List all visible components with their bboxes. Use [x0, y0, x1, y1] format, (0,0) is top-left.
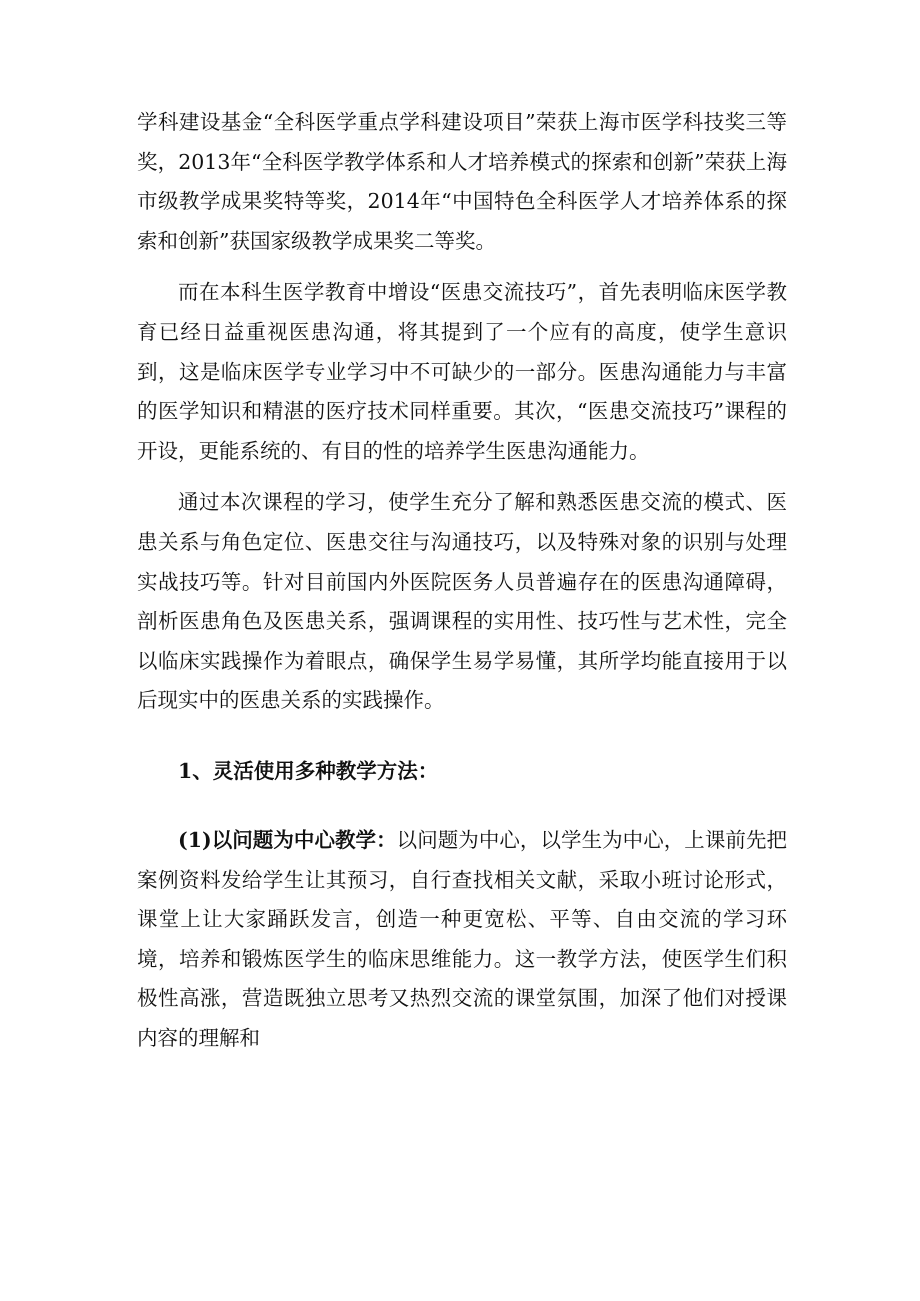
document-page [137, 103, 787, 1058]
item-lead-label: (1)以问题为中心教学： [178, 827, 397, 852]
paragraph-course-goals: 通过本次课程的学习，使学生充分了解和熟悉医患交流的模式、医患关系与角色定位、医患交往与沟通技巧，以及特殊对象的识别与处理实战技巧等。针对目前国内外医院医务人员普遍存在的医患沟通障碍，剖析医患角色及医患关系，强调课程的实用性、技巧性与艺术性，完全以临床实践操作为着眼点，确保学生易学易懂，其所学均能直接用于以后现实中的医患关系的实践操作。 [137, 490, 787, 713]
paragraph-awards: 学科建设基金“全科医学重点学科建设项目”荣获上海市医学科技奖三等奖，2013年“全科医学教学体系和人才培养模式的探索和创新”荣获上海市级教学成果奖特等奖，2014年“中国特色全科医学人才培养体系的探索和创新”获国家级教学成果奖二等奖。 [137, 110, 787, 253]
section-heading: 1、灵活使用多种教学方法： [178, 758, 439, 783]
paragraph-problem-based-teaching [137, 821, 787, 1059]
item-body-text: 以问题为中心，以学生为中心，上课前先把案例资料发给学生让其预习，自行查找相关文献，采取小班讨论形式，课堂上让大家踊跃发言，创造一种更宽松、平等、自由交流的学习环境，培养和锻炼医学生的临床思维能力。这一教学方法，使医学生们积极性高涨，营造既独立思考又热烈交流的课堂氛围，加深了他们对授课内容的理解和 [137, 827, 787, 1050]
paragraph-course-importance: 而在本科生医学教育中增设“医患交流技巧”，首先表明临床医学教育已经日益重视医患沟通，将其提到了一个应有的高度，使学生意识到，这是临床医学专业学习中不可缺少的一部分。医患沟通能力与丰富的医学知识和精湛的医疗技术同样重要。其次，“医患交流技巧”课程的开设，更能系统的、有目的性的培养学生医患沟通能力。 [137, 280, 787, 463]
